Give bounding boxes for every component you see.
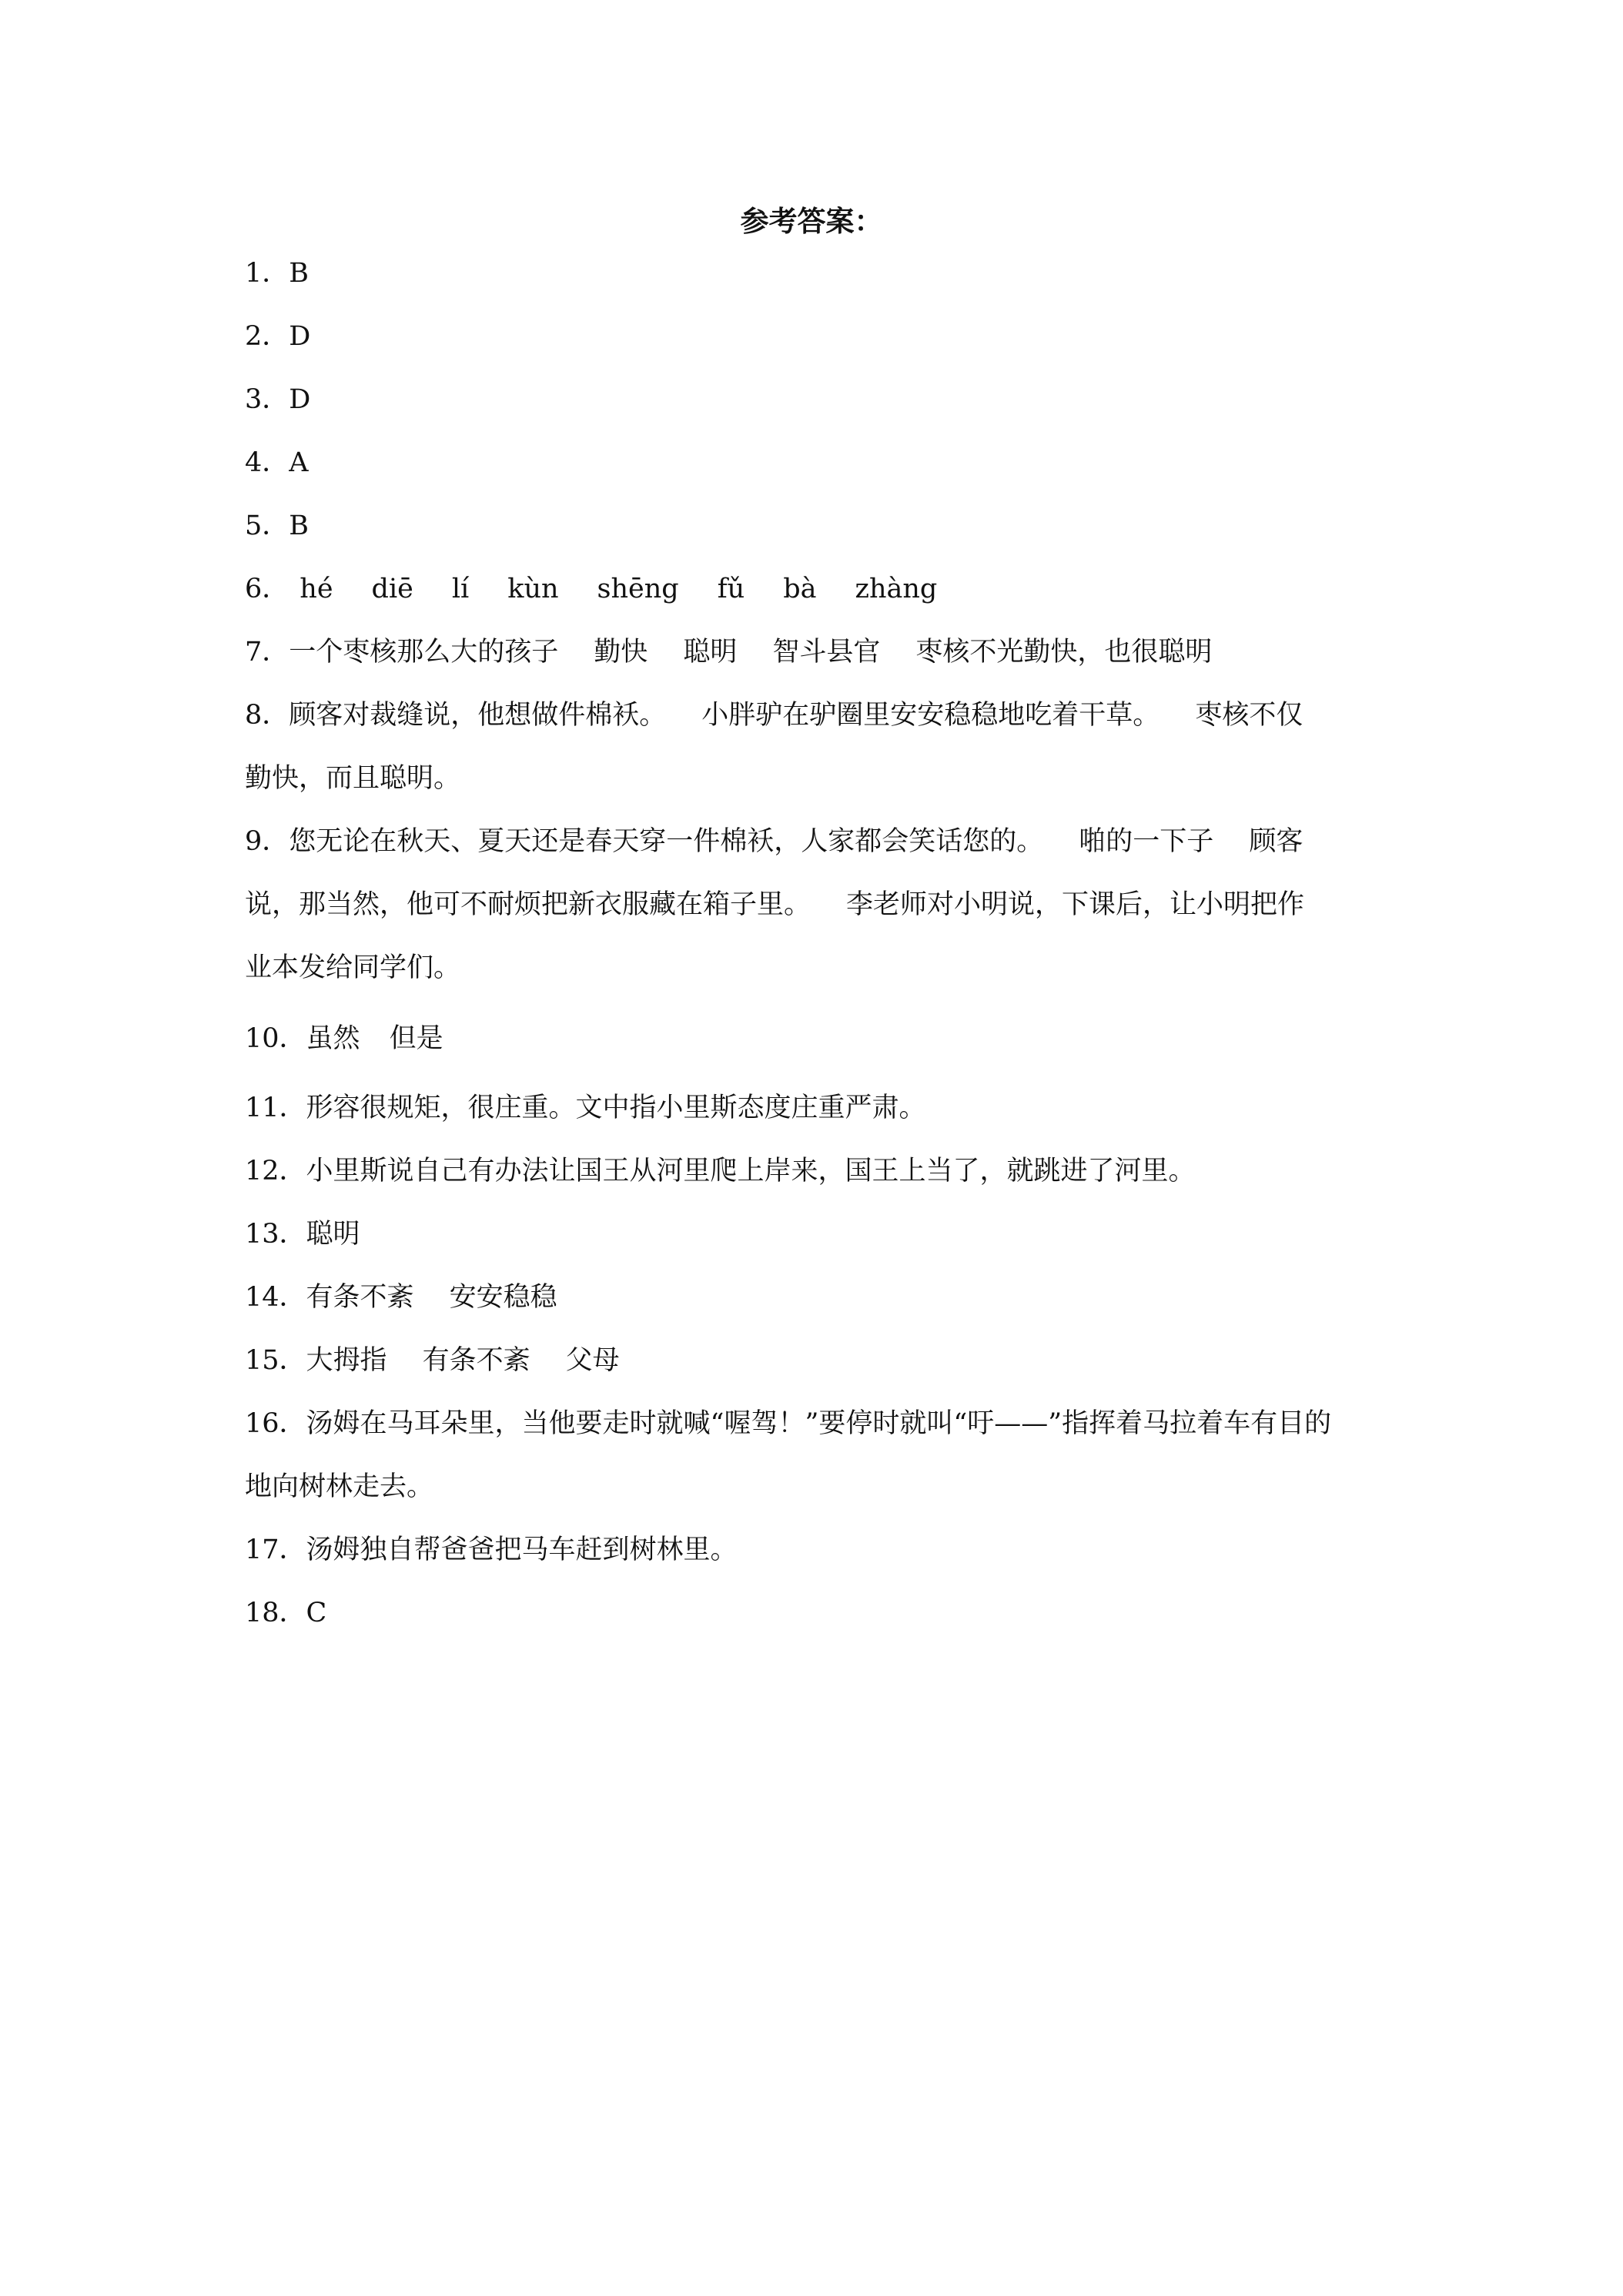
answer-text: 勤快，而且聪明。 xyxy=(245,763,461,794)
answer-line xyxy=(245,1455,1377,1518)
answer-number: 13． xyxy=(245,1219,306,1250)
answer-number: 17． xyxy=(245,1535,306,1565)
answer-line xyxy=(245,1007,1377,1070)
answer-17 xyxy=(245,1518,1377,1581)
answer-number: 6． xyxy=(245,574,289,604)
answer-18 xyxy=(245,1581,1377,1645)
answer-text: D xyxy=(289,321,311,352)
answer-number: 3． xyxy=(245,384,289,415)
answer-9 xyxy=(245,810,1377,999)
answer-text: 聪明 xyxy=(683,637,738,668)
answer-text: 地向树林走去。 xyxy=(245,1471,434,1502)
answer-text: B xyxy=(289,258,310,289)
pinyin-item: lí xyxy=(451,574,470,604)
answer-number: 9． xyxy=(245,826,289,857)
answer-12 xyxy=(245,1140,1377,1203)
answer-8 xyxy=(245,684,1377,810)
answer-14 xyxy=(245,1266,1377,1329)
answer-line xyxy=(245,305,1377,368)
pinyin-item: shēng xyxy=(597,574,679,604)
answer-line xyxy=(245,1203,1377,1266)
answer-7 xyxy=(245,621,1377,684)
answer-line xyxy=(245,621,1377,684)
answer-text: D xyxy=(289,384,311,415)
answer-text: 汤姆在马耳朵里，当他要走时就喊“喔驾！”要停时就叫“吁——”指挥着马拉着车有目的 xyxy=(306,1408,1332,1439)
answer-text: 智斗县官 xyxy=(772,637,881,668)
answer-text: 枣核不仅 xyxy=(1195,700,1303,731)
answer-6 xyxy=(245,557,1377,621)
answer-line xyxy=(245,810,1377,873)
answer-4 xyxy=(245,431,1377,494)
answer-line xyxy=(245,1266,1377,1329)
answer-line xyxy=(245,368,1377,431)
answer-text: 李老师对小明说，下课后，让小明把作 xyxy=(846,889,1305,920)
answer-line xyxy=(245,1392,1377,1455)
answer-line xyxy=(245,1518,1377,1581)
answer-text: 小里斯说自己有办法让国王从河里爬上岸来，国王上当了，就跳进了河里。 xyxy=(306,1156,1196,1186)
answer-line xyxy=(245,1140,1377,1203)
answer-line xyxy=(245,242,1377,305)
answer-text: 但是 xyxy=(389,1023,443,1054)
answer-text: A xyxy=(289,447,309,478)
answer-text: C xyxy=(306,1598,327,1628)
answer-line xyxy=(245,431,1377,494)
answer-5 xyxy=(245,494,1377,557)
answer-text: 汤姆独自帮爸爸把马车赶到树林里。 xyxy=(306,1535,738,1565)
answer-text: 您无论在秋天、夏天还是春天穿一件棉袄，人家都会笑话您的。 xyxy=(289,826,1044,857)
answer-text: 顾客对裁缝说，他想做件棉袄。 xyxy=(289,700,667,731)
answer-line xyxy=(245,684,1377,747)
answer-line xyxy=(245,1581,1377,1645)
answer-number: 4． xyxy=(245,447,289,478)
pinyin-item: diē xyxy=(371,574,413,604)
answer-text: 有条不紊 xyxy=(306,1282,414,1313)
pinyin-item: bà xyxy=(783,574,817,604)
answer-number: 5． xyxy=(245,510,289,541)
answer-number: 1． xyxy=(245,258,289,289)
answer-text: 说，那当然，他可不耐烦把新衣服藏在箱子里。 xyxy=(245,889,812,920)
pinyin-item: kùn xyxy=(507,574,559,604)
answer-13 xyxy=(245,1203,1377,1266)
answer-text: 形容很规矩，很庄重。文中指小里斯态度庄重严肃。 xyxy=(306,1093,926,1123)
answer-number: 2． xyxy=(245,321,289,352)
pinyin-item: hé xyxy=(300,574,333,604)
answer-line xyxy=(245,557,1377,621)
answer-text: 枣核不光勤快，也很聪明 xyxy=(915,637,1213,668)
answer-line xyxy=(245,747,1377,810)
answer-number: 18． xyxy=(245,1598,306,1628)
answer-1 xyxy=(245,242,1377,305)
answer-text: 顾客 xyxy=(1249,826,1303,857)
answer-number: 8． xyxy=(245,700,289,731)
answer-number: 12． xyxy=(245,1156,306,1186)
page-title: 参考答案： xyxy=(740,204,883,238)
answer-text: 业本发给同学们。 xyxy=(245,952,461,983)
answer-text: 聪明 xyxy=(306,1219,360,1250)
answer-line xyxy=(245,494,1377,557)
answer-15 xyxy=(245,1329,1377,1392)
answer-text: B xyxy=(289,510,310,541)
answer-line xyxy=(245,1329,1377,1392)
answer-10 xyxy=(245,1007,1377,1070)
answer-line xyxy=(245,936,1377,999)
pinyin-item: zhàng xyxy=(855,574,938,604)
answer-text: 有条不紊 xyxy=(422,1345,530,1376)
answer-text: 小胖驴在驴圈里安安稳稳地吃着干草。 xyxy=(701,700,1160,731)
answer-text: 安安稳稳 xyxy=(449,1282,557,1313)
answer-number: 10． xyxy=(245,1023,306,1054)
answer-text: 父母 xyxy=(565,1345,620,1376)
answer-text: 勤快 xyxy=(594,637,648,668)
answer-line xyxy=(245,873,1377,936)
answer-line xyxy=(245,1076,1377,1140)
answer-number: 15． xyxy=(245,1345,306,1376)
answer-number: 14． xyxy=(245,1282,306,1313)
answer-number: 7． xyxy=(245,637,289,668)
answer-text: 啪的一下子 xyxy=(1079,826,1214,857)
answer-3 xyxy=(245,368,1377,431)
answer-text: 大拇指 xyxy=(306,1345,387,1376)
answer-number: 16． xyxy=(245,1408,306,1439)
answer-text: 虽然 xyxy=(306,1023,360,1054)
answer-text: 一个枣核那么大的孩子 xyxy=(289,637,559,668)
pinyin-item: fǔ xyxy=(717,574,745,604)
answer-11 xyxy=(245,1076,1377,1140)
answer-number: 11． xyxy=(245,1093,306,1123)
answer-2 xyxy=(245,305,1377,368)
answer-16 xyxy=(245,1392,1377,1518)
